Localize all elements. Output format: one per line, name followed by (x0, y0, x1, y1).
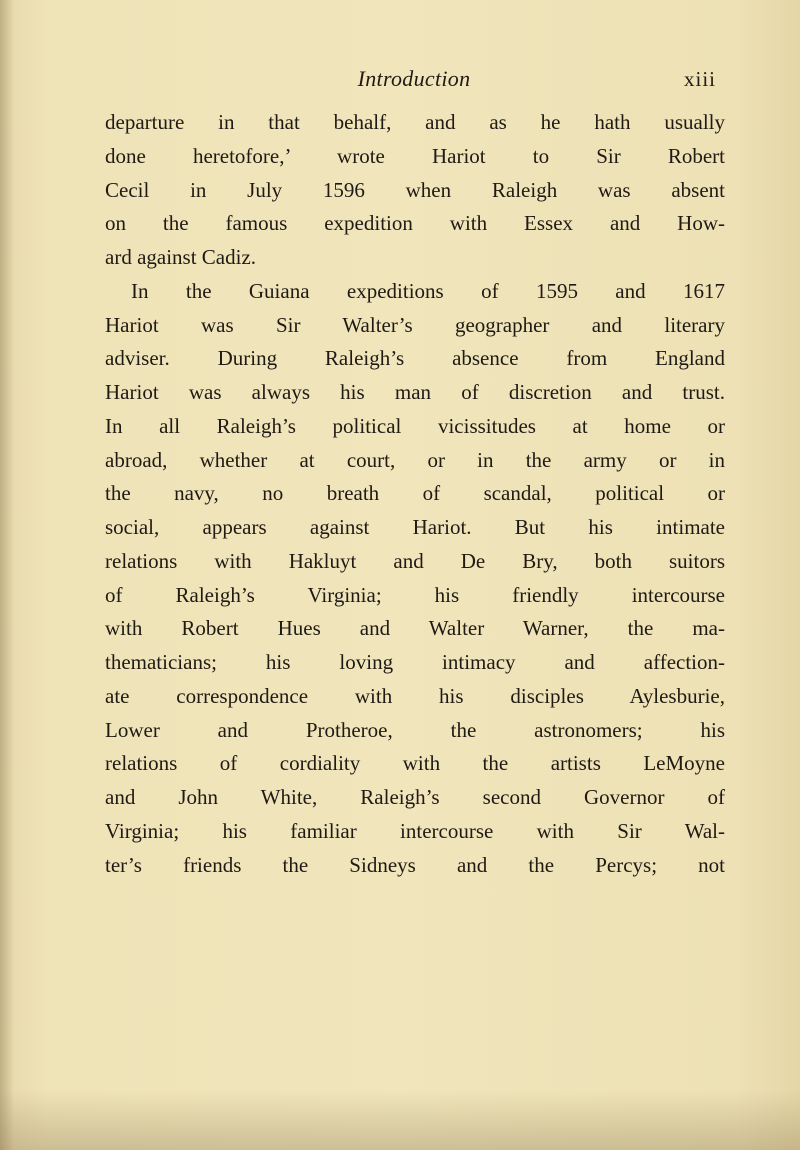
text-line: departure in that behalf, and as he hath usually (105, 110, 725, 134)
text-line: ter’s friends the Sidneys and the Percys; not (105, 852, 725, 877)
page-edge-shade (0, 1090, 800, 1150)
text-line: adviser. During Raleigh’s absence from England (105, 346, 725, 371)
text-line: relations of cordiality with the artists LeMoyne (105, 751, 725, 776)
text-line: thematicians; his loving intimacy and affection- (105, 650, 725, 674)
running-title: Introduction (357, 66, 471, 91)
text-line: on the famous expedition with Essex and How- (105, 211, 725, 236)
text-line: Hariot was always his man of discretion and trust. (105, 380, 725, 404)
text-line: with Robert Hues and Walter Warner, the ma- (105, 616, 725, 641)
text-line: Hariot was Sir Walter’s geographer and literary (105, 312, 725, 337)
text-line: of Raleigh’s Virginia; his friendly intercourse (105, 582, 725, 607)
text-line: In all Raleigh’s political vicissitudes at home or (105, 413, 725, 438)
page-number: xiii (683, 67, 716, 91)
body-text (105, 106, 725, 882)
running-head (104, 64, 724, 94)
text-line: ard against Cadiz. (105, 245, 257, 269)
text-line: Lower and Protheroe, the astronomers; his (105, 717, 725, 742)
text-line: done heretofore,’ wrote Hariot to Sir Robert (105, 143, 725, 168)
text-line: Virginia; his familiar intercourse with Sir Wal- (105, 818, 725, 843)
text-line: ate correspondence with his disciples Aylesburie, (105, 683, 725, 708)
text-line: In the Guiana expeditions of 1595 and 1617 (131, 278, 725, 303)
text-line: relations with Hakluyt and De Bry, both suitors (105, 548, 725, 573)
spine-shadow (0, 0, 14, 1150)
text-line: Cecil in July 1596 when Raleigh was absent (105, 177, 725, 202)
text-line: and John White, Raleigh’s second Governor of (105, 785, 725, 809)
text-line: social, appears against Hariot. But his intimate (105, 515, 725, 539)
text-line: abroad, whether at court, or in the army or in (105, 447, 725, 472)
text-line: the navy, no breath of scandal, political or (105, 481, 725, 506)
